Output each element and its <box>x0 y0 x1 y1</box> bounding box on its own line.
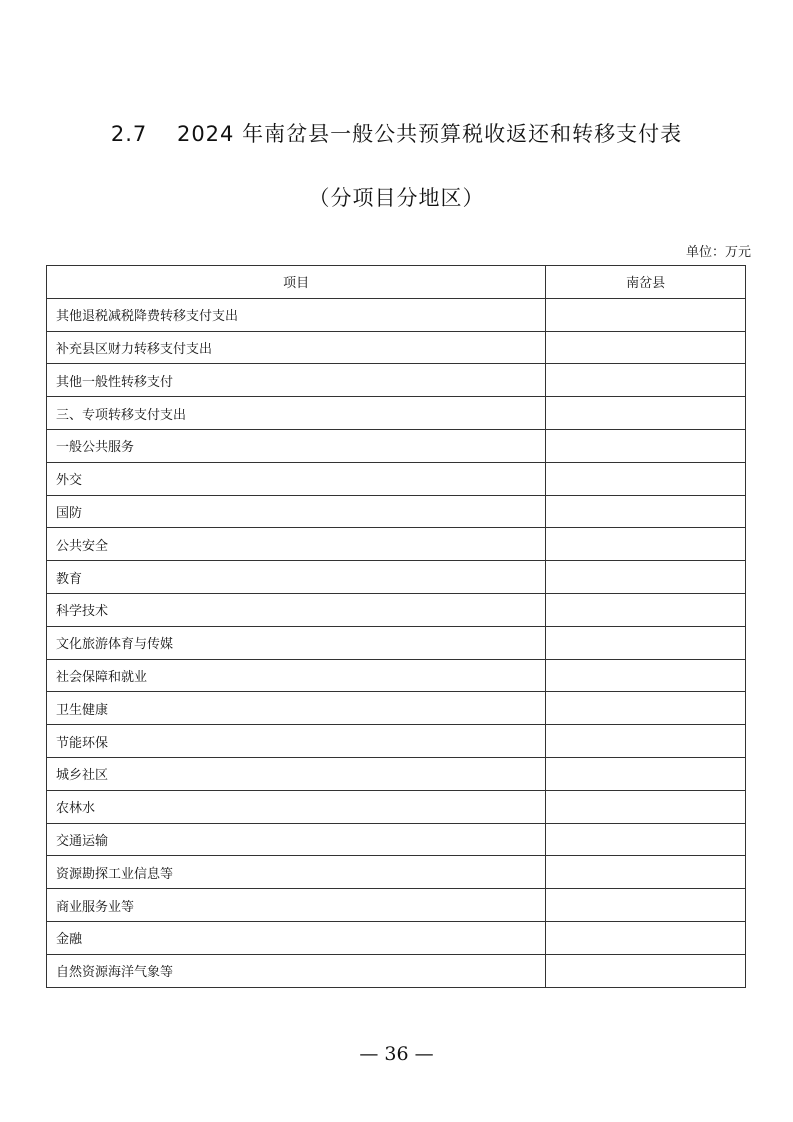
unit-label: 单位：万元 <box>685 245 751 260</box>
table-header-row <box>47 266 746 299</box>
item-cell: 其他一般性转移支付 <box>47 364 546 397</box>
table-row <box>47 954 746 987</box>
value-cell <box>546 790 746 823</box>
item-cell: 交通运输 <box>47 823 546 856</box>
table-row <box>47 692 746 725</box>
item-cell: 公共安全 <box>47 528 546 561</box>
value-cell <box>546 921 746 954</box>
table-row <box>47 889 746 922</box>
table-row <box>47 921 746 954</box>
value-cell <box>546 725 746 758</box>
table-row <box>47 593 746 626</box>
table-row <box>47 659 746 692</box>
page-number: — 36 — <box>359 1043 434 1065</box>
value-cell <box>546 856 746 889</box>
page-title: 2.7 2024 年南岔县一般公共预算税收返还和转移支付表 <box>110 122 683 146</box>
transfer-payment-table <box>46 265 746 988</box>
value-cell <box>546 495 746 528</box>
value-cell <box>546 561 746 594</box>
value-cell <box>546 397 746 430</box>
value-cell <box>546 298 746 331</box>
item-cell: 农林水 <box>47 790 546 823</box>
value-cell <box>546 889 746 922</box>
value-cell <box>546 364 746 397</box>
table-row <box>47 298 746 331</box>
column-header-item: 项目 <box>47 266 546 299</box>
table-row <box>47 856 746 889</box>
value-cell <box>546 954 746 987</box>
item-cell: 补充县区财力转移支付支出 <box>47 331 546 364</box>
item-cell: 外交 <box>47 462 546 495</box>
value-cell <box>546 823 746 856</box>
table-row <box>47 528 746 561</box>
table-row <box>47 561 746 594</box>
item-cell: 三、专项转移支付支出 <box>47 397 546 430</box>
item-cell: 国防 <box>47 495 546 528</box>
item-cell: 节能环保 <box>47 725 546 758</box>
value-cell <box>546 757 746 790</box>
value-cell <box>546 626 746 659</box>
table-row <box>47 823 746 856</box>
column-header-region: 南岔县 <box>546 266 746 299</box>
value-cell <box>546 429 746 462</box>
value-cell <box>546 593 746 626</box>
table-row <box>47 757 746 790</box>
value-cell <box>546 692 746 725</box>
table-row <box>47 429 746 462</box>
table-body <box>47 298 746 987</box>
value-cell <box>546 462 746 495</box>
item-cell: 资源勘探工业信息等 <box>47 856 546 889</box>
item-cell: 商业服务业等 <box>47 889 546 922</box>
item-cell: 一般公共服务 <box>47 429 546 462</box>
table-row <box>47 397 746 430</box>
value-cell <box>546 331 746 364</box>
item-cell: 金融 <box>47 921 546 954</box>
item-cell: 卫生健康 <box>47 692 546 725</box>
item-cell: 城乡社区 <box>47 757 546 790</box>
item-cell: 社会保障和就业 <box>47 659 546 692</box>
item-cell: 自然资源海洋气象等 <box>47 954 546 987</box>
table-row <box>47 331 746 364</box>
item-cell: 科学技术 <box>47 593 546 626</box>
item-cell: 其他退税减税降费转移支付支出 <box>47 298 546 331</box>
table-row <box>47 495 746 528</box>
page-subtitle: （分项目分地区） <box>308 186 485 210</box>
table-row <box>47 364 746 397</box>
item-cell: 文化旅游体育与传媒 <box>47 626 546 659</box>
table-row <box>47 790 746 823</box>
table-row <box>47 462 746 495</box>
value-cell <box>546 528 746 561</box>
table-row <box>47 725 746 758</box>
value-cell <box>546 659 746 692</box>
table-row <box>47 626 746 659</box>
item-cell: 教育 <box>47 561 546 594</box>
